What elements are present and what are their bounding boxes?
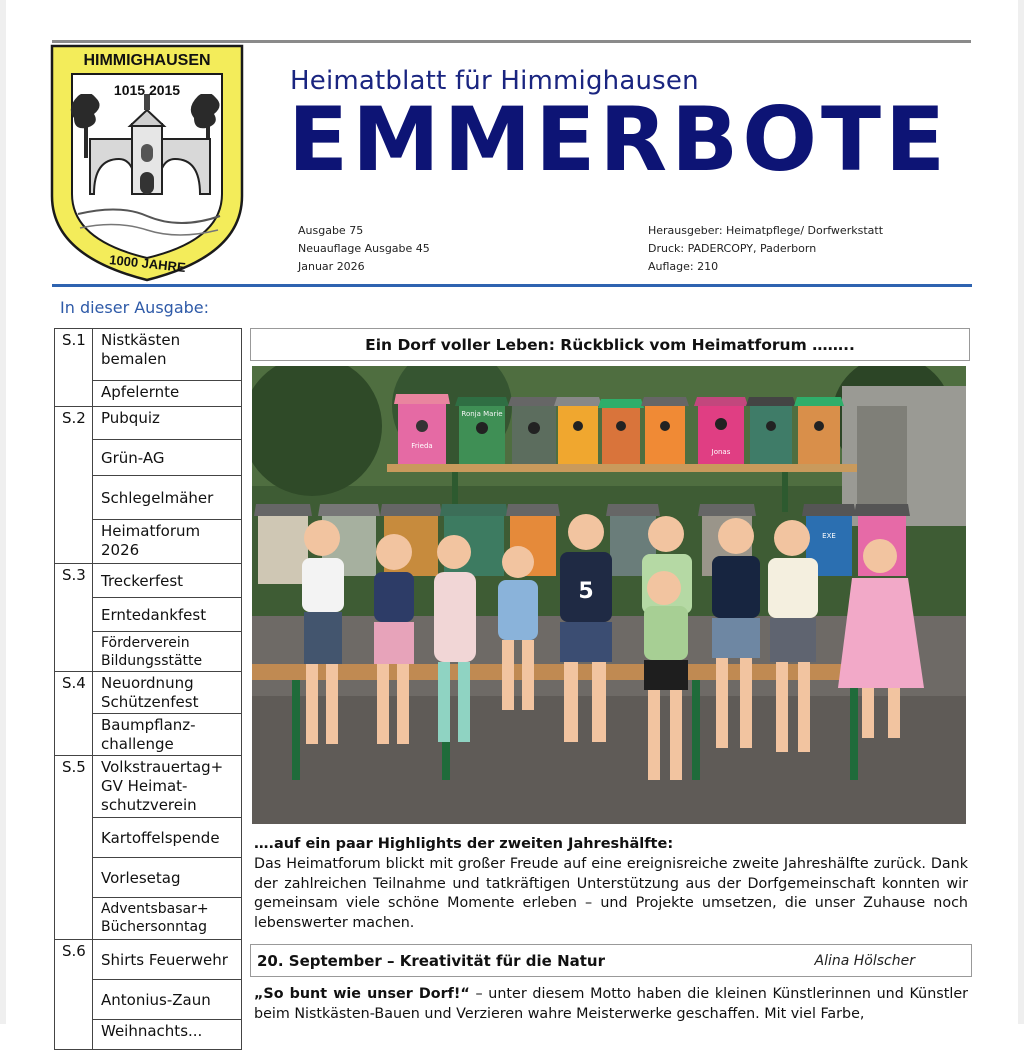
issue-number: Ausgabe 75 — [298, 224, 364, 237]
toc-topic: Treckerfest — [93, 564, 242, 598]
toc-topic: Nistkästen bemalen — [93, 329, 242, 381]
photo-birdhouse-label: Jonas — [711, 448, 731, 456]
section-lead: „So bunt wie unser Dorf!“ — [254, 986, 470, 1002]
group-photo — [252, 366, 966, 824]
print-run: Auflage: 210 — [648, 260, 719, 273]
contents-table — [54, 328, 242, 1050]
toc-topic: Weihnachts... — [93, 1020, 242, 1050]
contents-label: In dieser Ausgabe: — [60, 298, 210, 317]
toc-topic: Volkstrauertag+ GV Heimat-schutzverein — [93, 756, 242, 818]
toc-topic: Vorlesetag — [93, 858, 242, 898]
article-intro: Das Heimatforum blickt mit großer Freude auf eine ereignisreiche zweite Jahreshälfte zurück. Dank der zahlreichen Teilnahme und tatkräftigen Unterstützung aus der Dorfgemeinschaft konnten wir gemeinsam viele schöne Momente erleben – und Projekte umsetzen, die unser Zuhause noch lebenswerter machen. — [254, 856, 968, 931]
photo-birdhouse-label: Ronja Marie — [461, 410, 503, 418]
toc-page: S.5 — [55, 756, 93, 940]
publisher-info — [648, 222, 883, 276]
photo-birdhouse-label: EXE — [822, 532, 836, 540]
toc-topic: Grün-AG — [93, 440, 242, 476]
page-edge-right — [1018, 0, 1024, 1024]
toc-topic: Heimatforum 2026 — [93, 520, 242, 564]
section-title: 20. September – Kreativität für die Natur — [257, 952, 605, 970]
toc-topic: Apfelernte — [93, 381, 242, 407]
masthead-title: EMMERBOTE — [288, 88, 950, 191]
section-body: – unter diesem Motto haben die kleinen Künstlerinnen und Künstler beim Nistkästen-Bauen und Verzieren wahre Meisterwerke geschaffen. Mit viel Farbe, — [254, 986, 968, 1022]
photo-birdhouse-label: Frieda — [411, 442, 433, 450]
toc-page: S.4 — [55, 672, 93, 756]
toc-topic: Shirts Feuerwehr — [93, 940, 242, 980]
issue-date: Januar 2026 — [298, 260, 365, 273]
toc-page: S.6 — [55, 940, 93, 1050]
toc-page: S.2 — [55, 407, 93, 564]
section-author: Alina Hölscher — [814, 953, 915, 969]
crest-anniversary: 1000 JAHRE — [108, 252, 187, 275]
crest-banner: HIMMIGHAUSEN — [83, 52, 211, 69]
village-crest — [50, 44, 244, 282]
masthead-subtitle: Heimatblatt für Himmighausen — [290, 66, 699, 96]
issue-info — [298, 222, 430, 276]
photo-shirt-number: 5 — [578, 579, 594, 604]
page-edge-left — [0, 0, 6, 1024]
toc-page: S.1 — [55, 329, 93, 407]
toc-topic: Baumpflanz-challenge — [93, 714, 242, 756]
toc-topic: Antonius-Zaun — [93, 980, 242, 1020]
top-rule — [52, 40, 971, 43]
section-text — [254, 985, 968, 1024]
publisher: Herausgeber: Heimatpflege/ Dorfwerkstatt — [648, 224, 884, 237]
toc-topic: Kartoffelspende — [93, 818, 242, 858]
toc-topic: Förderverein Bildungsstätte — [93, 632, 242, 672]
toc-topic: Adventsbasar+ Büchersonntag — [93, 898, 242, 940]
article-headline: Ein Dorf voller Leben: Rückblick vom Heimatforum …….. — [250, 328, 970, 361]
header-divider — [52, 284, 972, 287]
reissue-number: Neuauflage Ausgabe 45 — [298, 242, 430, 255]
toc-topic: Neuordnung Schützenfest — [93, 672, 242, 714]
section-header — [250, 944, 972, 977]
crest-years: 1015 2015 — [113, 82, 181, 98]
toc-topic: Erntedankfest — [93, 598, 242, 632]
toc-page: S.3 — [55, 564, 93, 672]
highlights-heading: ….auf ein paar Highlights der zweiten Jahreshälfte: — [254, 836, 674, 852]
toc-topic: Schlegelmäher — [93, 476, 242, 520]
printer: Druck: PADERCOPY, Paderborn — [648, 242, 817, 255]
birdhouses-top — [394, 394, 844, 464]
toc-topic: Pubquiz — [93, 407, 242, 440]
